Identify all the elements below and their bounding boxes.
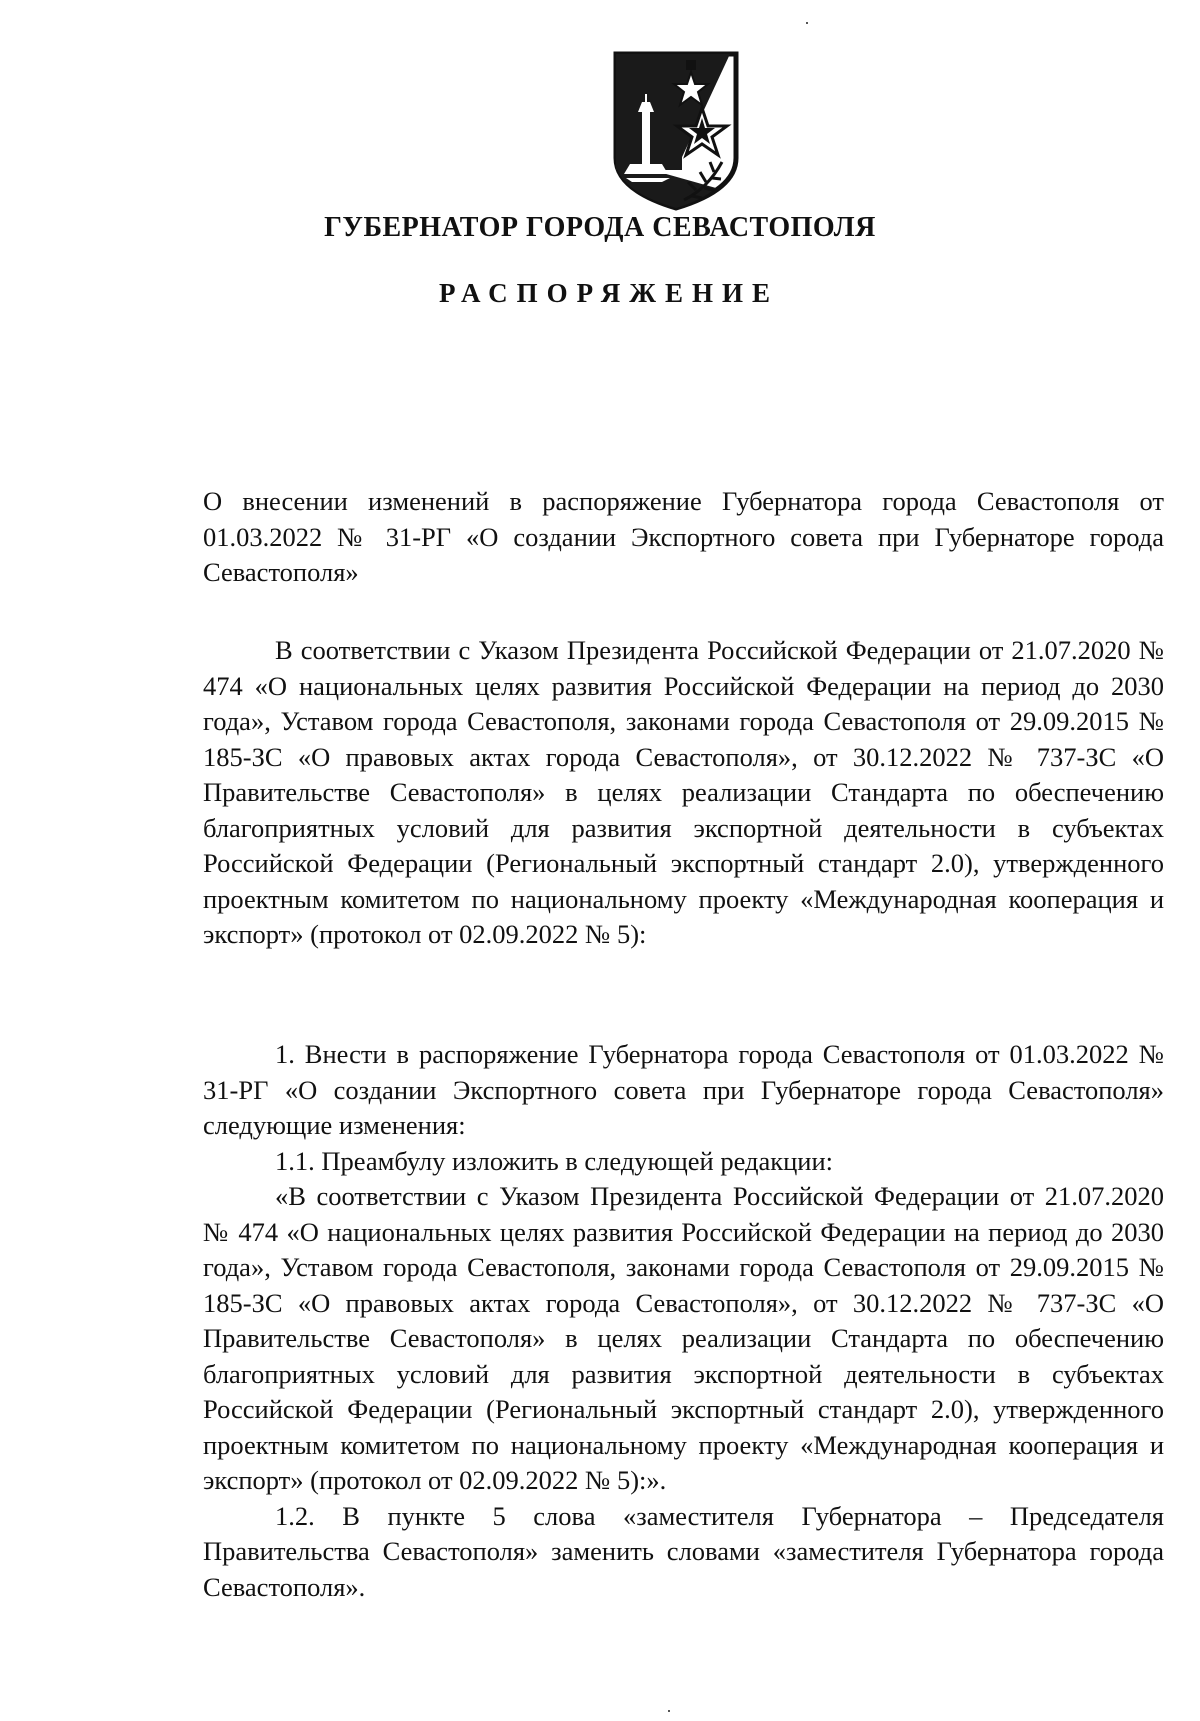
clause-1-1-text: «В соответствии с Указом Президента Российской Федерации от 21.07.2020 № 474 «О национальных целях развития Российской Федерации на период до 2030 года», Уставом города Севастополя, законами города Севастополя от 29.09.2015 № 185-ЗС «О правовых актах города Севастополя», от 30.12.2022 № 737-ЗС «О Правительстве Севастополя» в целях реализации Стандарта по обеспечению благоприятных условий для развития экспортной деятельности в субъектах Российской Федерации (Региональный экспортный стандарт 2.0), утвержденного проектным комитетом по национальному проекту «Международная кооперация и экспорт» (протокол от 02.09.2022 № 5):». bbox=[203, 1181, 1164, 1495]
issuer-title: ГУБЕРНАТОР ГОРОДА СЕВАСТОПОЛЯ bbox=[324, 212, 876, 243]
document-subject bbox=[203, 484, 1164, 591]
scan-artifact bbox=[668, 1710, 670, 1712]
document-preamble bbox=[203, 633, 1164, 953]
clause-1-1: 1.1. Преамбулу изложить в следующей редакции: bbox=[275, 1145, 834, 1176]
document-type: РАСПОРЯЖЕНИЕ bbox=[438, 278, 780, 308]
subject-text: О внесении изменений в распоряжение Губернатора города Севастополя от 01.03.2022 № 31-РГ «О создании Экспортного совета при Губернаторе города Севастополя» bbox=[203, 486, 1164, 587]
sevastopol-coat-of-arms-icon bbox=[612, 50, 740, 212]
clause-1-2: 1.2. В пункте 5 слова «заместителя Губернатора – Председателя Правительства Севастополя» заменить словами «заместителя Губернатора города Севастополя». bbox=[203, 1500, 1164, 1602]
clause-1: 1. Внести в распоряжение Губернатора города Севастополя от 01.03.2022 № 31-РГ «О создании Экспортного совета при Губернаторе города Севастополя» следующие изменения: bbox=[203, 1039, 1164, 1140]
preamble-text: В соответствии с Указом Президента Российской Федерации от 21.07.2020 № 474 «О национальных целях развития Российской Федерации на период до 2030 года», Уставом города Севастополя, законами города Севастополя от 29.09.2015 № 185-ЗС «О правовых актах города Севастополя», от 30.12.2022 № 737-ЗС «О Правительстве Севастополя» в целях реализации Стандарта по обеспечению благоприятных условий для развития экспортной деятельности в субъектах Российской Федерации (Региональный экспортный стандарт 2.0), утвержденного проектным комитетом по национальному проекту «Международная кооперация и экспорт» (протокол от 02.09.2022 № 5): bbox=[203, 635, 1164, 949]
scan-artifact bbox=[806, 22, 808, 24]
document-clauses bbox=[203, 1037, 1164, 1605]
